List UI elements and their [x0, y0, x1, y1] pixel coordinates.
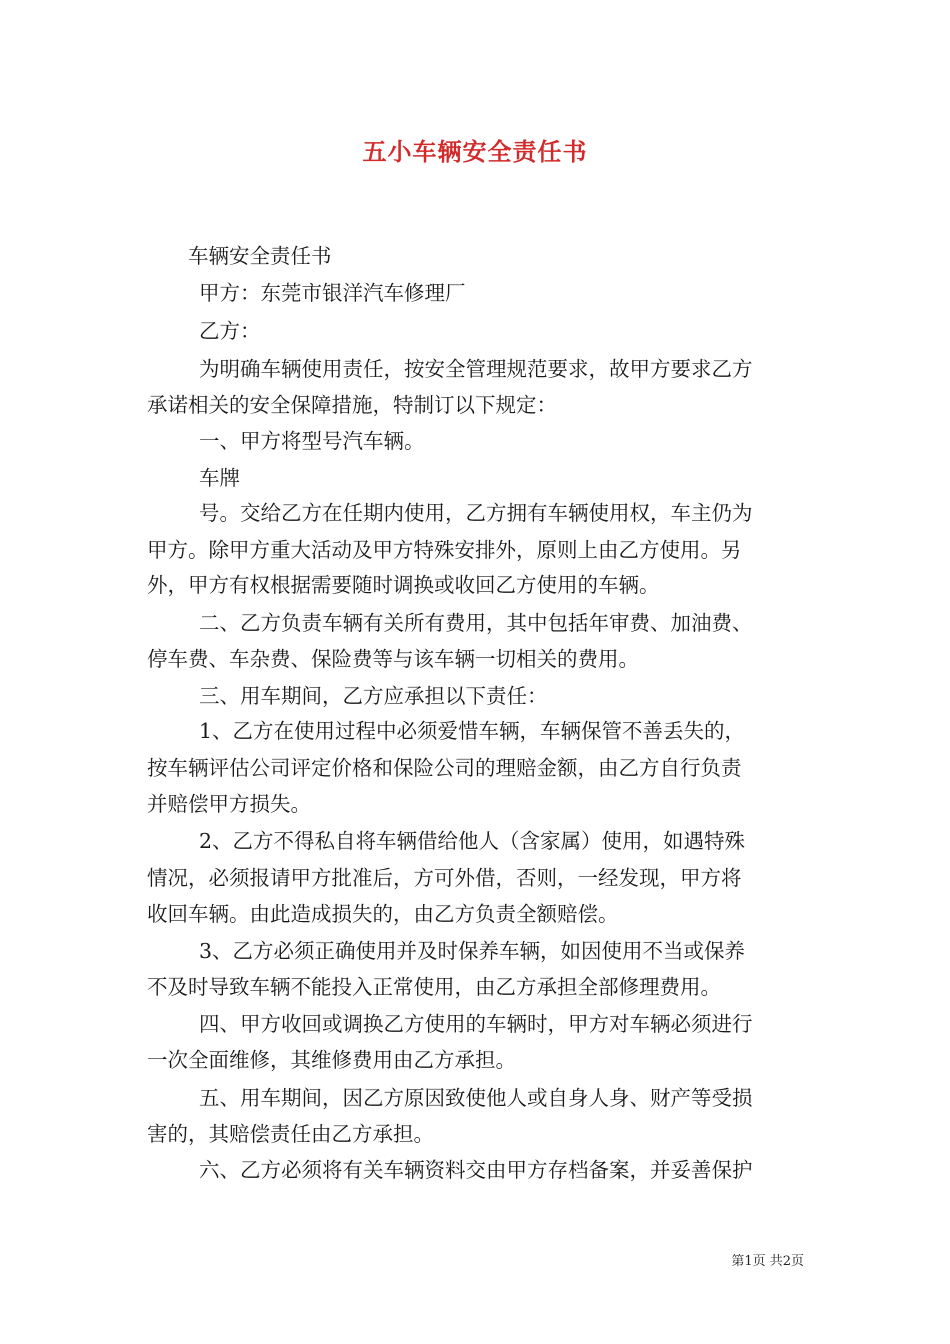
text-line: 3、乙方必须正确使用并及时保养车辆，如因使用不当或保养 — [199, 939, 746, 963]
text-line: 按车辆评估公司评定价格和保险公司的理赔金额，由乙方自行负责 — [147, 756, 742, 780]
text-line: 号。交给乙方在任期内使用，乙方拥有车辆使用权，车主仍为 — [199, 501, 753, 525]
page-number: 第1页 共2页 — [731, 1254, 804, 1269]
text-line: 害的，其赔偿责任由乙方承担。 — [147, 1122, 434, 1146]
text-line: 为明确车辆使用责任，按安全管理规范要求，故甲方要求乙方 — [199, 357, 753, 381]
text-line: 四、甲方收回或调换乙方使用的车辆时，甲方对车辆必须进行 — [199, 1012, 753, 1036]
text-line: 车牌 — [199, 466, 240, 490]
text-line: 乙方： — [199, 319, 261, 343]
document-title: 五小车辆安全责任书 — [362, 137, 588, 166]
text-line: 五、用车期间，因乙方原因致使他人或自身人身、财产等受损 — [199, 1086, 753, 1110]
text-line: 二、乙方负责车辆有关所有费用，其中包括年审费、加油费、 — [199, 611, 753, 635]
text-line: 外，甲方有权根据需要随时调换或收回乙方使用的车辆。 — [147, 573, 660, 597]
text-line: 甲方：东莞市银洋汽车修理厂 — [199, 281, 466, 305]
text-line: 2、乙方不得私自将车辆借给他人（含家属）使用，如遇特殊 — [199, 829, 746, 853]
text-line: 情况，必须报请甲方批准后，方可外借，否则，一经发现，甲方将 — [147, 866, 742, 890]
text-line: 三、用车期间，乙方应承担以下责任： — [199, 684, 548, 708]
text-line: 六、乙方必须将有关车辆资料交由甲方存档备案，并妥善保护 — [199, 1158, 753, 1182]
text-line: 承诺相关的安全保障措施，特制订以下规定： — [147, 393, 557, 417]
text-line: 甲方。除甲方重大活动及甲方特殊安排外，原则上由乙方使用。另 — [147, 538, 742, 562]
text-line: 并赔偿甲方损失。 — [147, 792, 311, 816]
text-line: 不及时导致车辆不能投入正常使用，由乙方承担全部修理费用。 — [147, 975, 721, 999]
text-line: 一次全面维修，其维修费用由乙方承担。 — [147, 1048, 516, 1072]
text-line: 收回车辆。由此造成损失的，由乙方负责全额赔偿。 — [147, 902, 619, 926]
text-line: 车辆安全责任书 — [188, 244, 332, 268]
text-line: 一、甲方将型号汽车辆。 — [199, 429, 425, 453]
text-line: 停车费、车杂费、保险费等与该车辆一切相关的费用。 — [147, 647, 639, 671]
text-line: 1、乙方在使用过程中必须爱惜车辆，车辆保管不善丢失的， — [199, 719, 746, 743]
